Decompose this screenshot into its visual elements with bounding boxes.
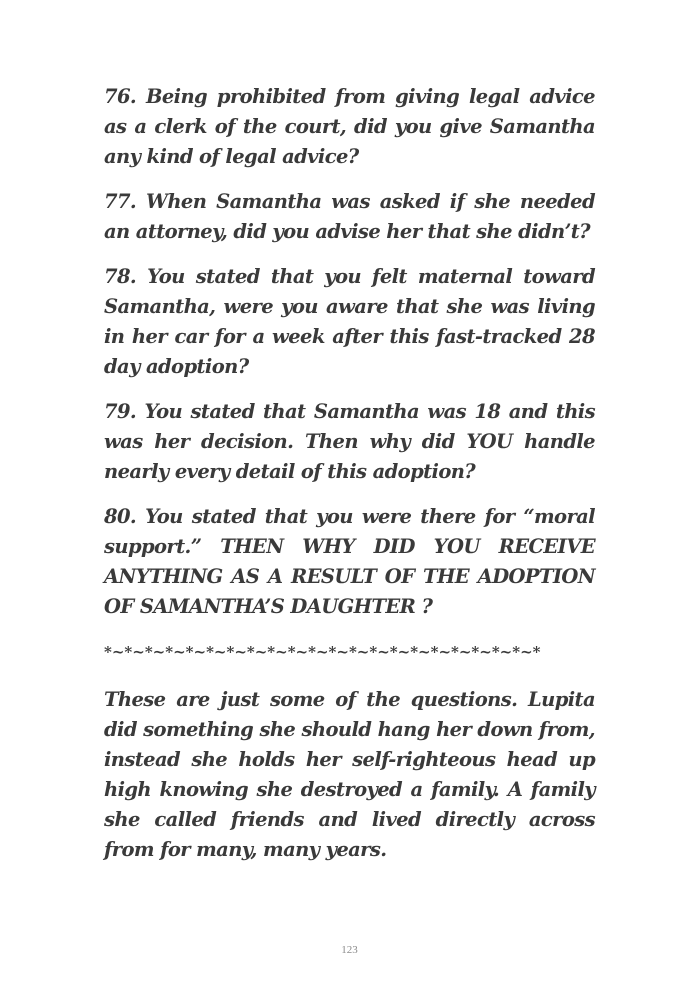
question-80: 80. You stated that you were there for “moral support.” THEN WHY DID YOU RECEIVE ANYTHING AS A RESULT OF THE ADOPTION OF SAMANTHA’S DAUGHTER ? <box>104 505 595 618</box>
question-76: 76. Being prohibited from giving legal advice as a clerk of the court, did you give Samantha any kind of legal advice? <box>104 85 595 168</box>
section-separator: *~*~*~*~*~*~*~*~*~*~*~*~*~*~*~*~*~*~*~*~*~* <box>104 643 541 661</box>
question-77: 77. When Samantha was asked if she needed an attorney, did you advise her that she didn’t? <box>104 190 595 243</box>
page-body <box>104 82 595 880</box>
page-number: 123 <box>341 944 358 956</box>
closing-paragraph: These are just some of the questions. Lupita did something she should hang her down from, instead she holds her self-righteous head up high knowing she destroyed a family. A family she called friends and lived directly across from for many, many years. <box>104 688 595 861</box>
question-78: 78. You stated that you felt maternal toward Samantha, were you aware that she was living in her car for a week after this fast-tracked 28 day adoption? <box>104 265 595 378</box>
question-79: 79. You stated that Samantha was 18 and this was her decision. Then why did YOU handle nearly every detail of this adoption? <box>104 400 595 483</box>
